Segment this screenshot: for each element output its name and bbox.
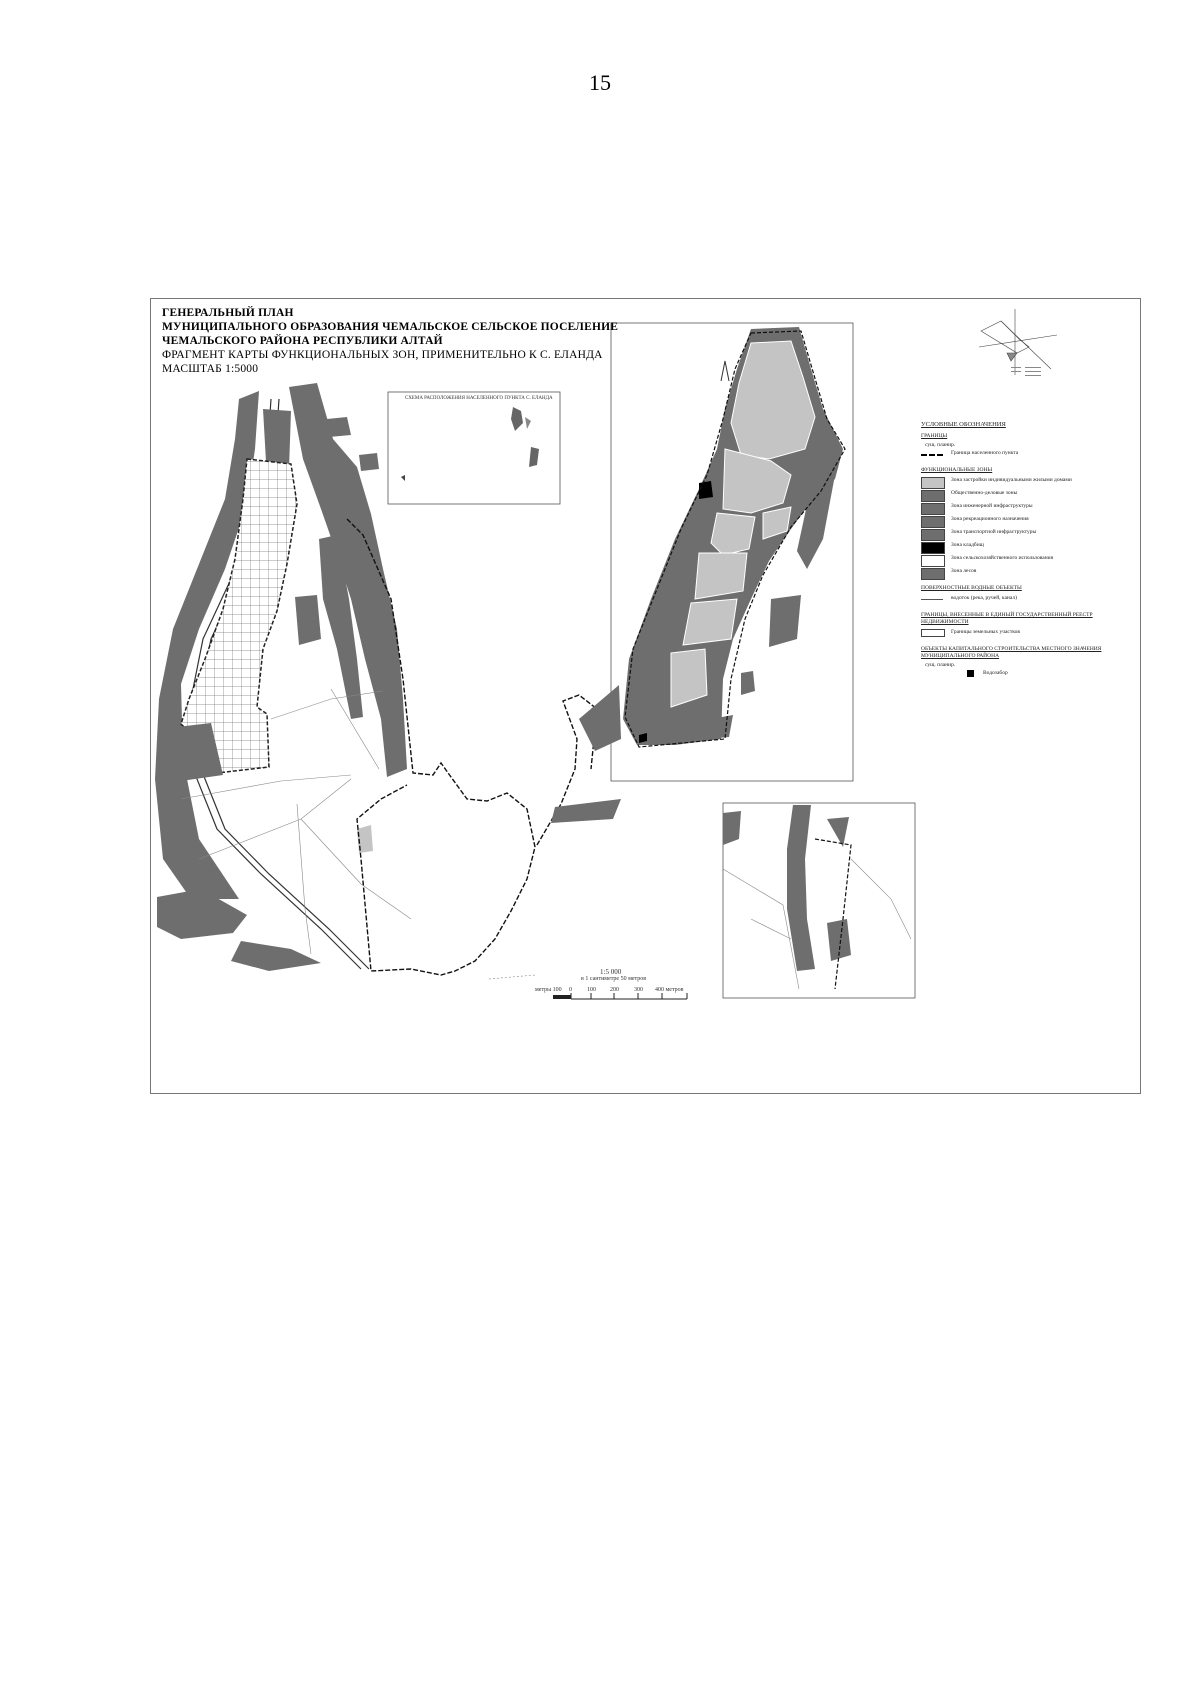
- location-inset-title: СХЕМА РАСПОЛОЖЕНИЯ НАСЕЛЕННОГО ПУНКТА С. ЕЛАНДА: [405, 396, 553, 401]
- legend-zones-heading: ФУНКЦИОНАЛЬНЫЕ ЗОНЫ: [921, 467, 993, 473]
- legend-objects-heading: ОБЪЕКТЫ КАПИТАЛЬНОГО СТРОИТЕЛЬСТВА МЕСТНОГО ЗНАЧЕНИЯ МУНИЦИПАЛЬНОГО РАЙОНА: [921, 646, 1102, 659]
- title-line-2: МУНИЦИПАЛЬНОГО ОБРАЗОВАНИЯ ЧЕМАЛЬСКОЕ СЕЛЬСКОЕ ПОСЕЛЕНИЕ: [162, 321, 619, 333]
- water-swatch: [921, 599, 943, 600]
- legend: [921, 421, 1135, 682]
- legend-water-heading: ПОВЕРХНОСТНЫЕ ВОДНЫЕ ОБЪЕКТЫ: [921, 585, 1022, 591]
- zone-swatch: [921, 516, 945, 528]
- settlement-map: [611, 323, 853, 781]
- location-inset: [388, 392, 560, 504]
- zone-label: Зона лесов: [951, 568, 977, 574]
- legend-cadastre-label: Границы земельных участков: [951, 629, 1021, 635]
- legend-cadastre-heading: ГРАНИЦЫ, ВНЕСЕННЫЕ В ЕДИНЫЙ ГОСУДАРСТВЕННЫЙ РЕЕСТР НЕДВИЖИМОСТИ: [921, 612, 1093, 625]
- scale-bar: [553, 993, 687, 999]
- water-intake-icon: [967, 670, 974, 677]
- scale-tick-label: 200: [610, 987, 619, 993]
- title-line-4: ФРАГМЕНТ КАРТЫ ФУНКЦИОНАЛЬНЫХ ЗОН, ПРИМЕНИТЕЛЬНО К С. ЕЛАНДА: [162, 349, 603, 361]
- zone-label: Зона застройки индивидуальными жилыми домами: [951, 477, 1072, 483]
- legend-zone-row: [921, 554, 1135, 567]
- zone-swatch: [921, 568, 945, 580]
- zone-label: Зона кладбищ: [951, 542, 984, 548]
- legend-row-water: [921, 594, 1135, 607]
- zone-swatch: [921, 542, 945, 554]
- zone-label: Общественно-деловые зоны: [951, 490, 1018, 496]
- scale-tick-label: метры 100: [535, 987, 562, 993]
- title-line-1: ГЕНЕРАЛЬНЫЙ ПЛАН: [162, 307, 294, 319]
- lower-right-inset: [723, 803, 915, 998]
- legend-water-intake-label: Водозабор: [983, 670, 1008, 676]
- legend-zone-row: [921, 567, 1135, 580]
- zone-swatch: [921, 477, 945, 489]
- map-canvas: [151, 299, 1140, 1093]
- legend-heading: УСЛОВНЫЕ ОБОЗНАЧЕНИЯ: [921, 421, 1006, 428]
- cemetery-zone: [699, 481, 713, 499]
- boundary-swatch: [921, 454, 943, 456]
- legend-row-boundary: [921, 449, 1135, 462]
- legend-row-cadastre: [921, 628, 1135, 641]
- cadastre-swatch: [921, 629, 945, 637]
- legend-zone-row: [921, 489, 1135, 502]
- scale-tick-label: 100: [587, 987, 596, 993]
- zone-label: Зона сельскохозяйственного использования: [951, 555, 1054, 561]
- scale-tick-label: 300: [634, 987, 643, 993]
- scale-subtitle: в 1 сантиметре 50 метров: [581, 976, 647, 982]
- zone-swatch: [921, 555, 945, 567]
- legend-objects-cols: сущ. планир.: [925, 662, 956, 668]
- title-block: [162, 306, 722, 376]
- legend-boundary-cols: сущ. планир.: [925, 442, 956, 448]
- scale-tick-label: 400 метров: [655, 987, 684, 993]
- title-line-5: МАСШТАБ 1:5000: [162, 363, 259, 375]
- scale-tick-label: 0: [569, 987, 572, 993]
- compass-rose: [979, 309, 1057, 375]
- scale-ratio: 1:5 000: [600, 968, 622, 976]
- legend-row-water-intake: [921, 669, 1135, 682]
- legend-water-label: водоток (река, ручей, канал): [951, 595, 1017, 601]
- map-sheet: [150, 298, 1141, 1094]
- page-number: 15: [589, 70, 611, 95]
- zone-swatch: [921, 503, 945, 515]
- legend-zone-row: [921, 541, 1135, 554]
- legend-boundaries-heading: ГРАНИЦЫ: [921, 433, 948, 439]
- legend-boundary-label: Граница населенного пункта: [951, 450, 1019, 456]
- legend-zone-row: [921, 528, 1135, 541]
- legend-zone-list: [921, 476, 1135, 580]
- zone-swatch: [921, 490, 945, 502]
- legend-zone-row: [921, 515, 1135, 528]
- zone-label: Зона инженерной инфраструктуры: [951, 503, 1033, 509]
- legend-zone-row: [921, 502, 1135, 515]
- legend-zone-row: [921, 476, 1135, 489]
- title-line-3: ЧЕМАЛЬСКОГО РАЙОНА РЕСПУБЛИКИ АЛТАЙ: [162, 335, 443, 347]
- zone-swatch: [921, 529, 945, 541]
- zone-label: Зона рекреационного назначения: [951, 516, 1029, 522]
- zone-label: Зона транспортной инфраструктуры: [951, 529, 1037, 535]
